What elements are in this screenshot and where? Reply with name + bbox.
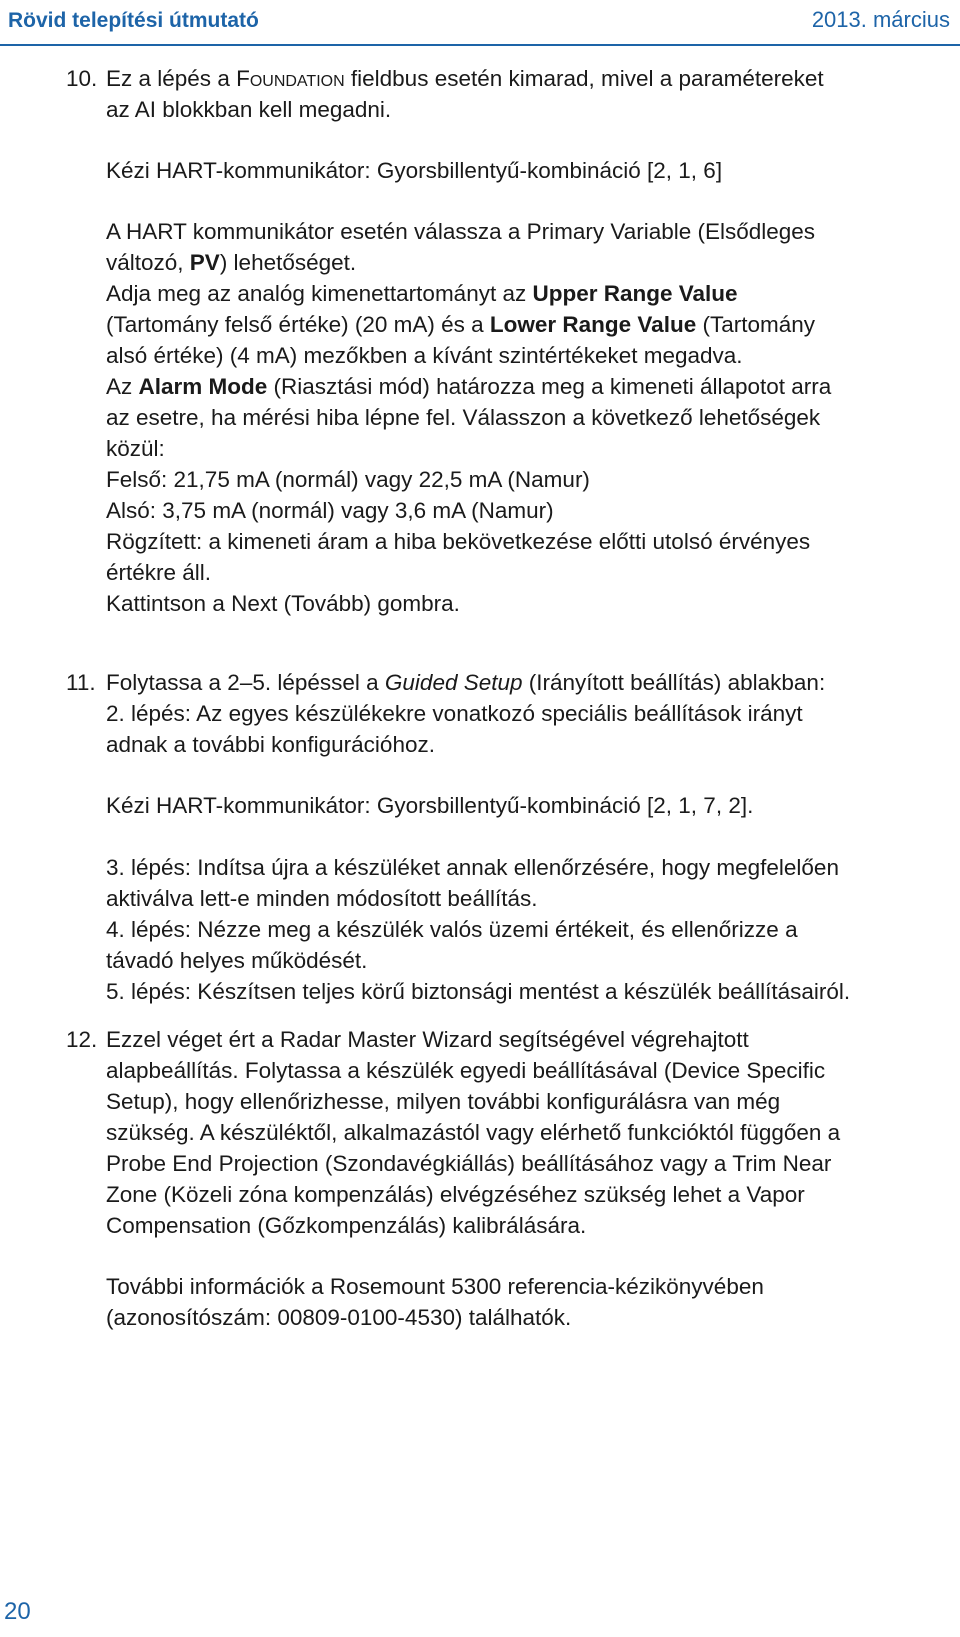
step-11-hart-shortcut: Kézi HART-kommunikátor: Gyorsbillentyű-kombináció [2, 1, 7, 2]. xyxy=(106,793,754,818)
step-10-pv-line-1: A HART kommunikátor esetén válassza a Primary Variable (Elsődleges xyxy=(106,219,816,244)
document-date: 2013. március xyxy=(811,7,950,32)
step-10-option-freeze-line-2: értékre áll. xyxy=(106,560,212,585)
page-number: 20 xyxy=(4,1598,31,1625)
step-10-next-instruction: Kattintson a Next (Tovább) gombra. xyxy=(106,591,460,616)
step-12-line: Probe End Projection (Szondavégkiállás) beállításához vagy a Trim Near xyxy=(106,1151,832,1176)
step-11-line-3: adnak a további konfigurációhoz. xyxy=(106,732,435,757)
document-title: Rövid telepítési útmutató xyxy=(8,9,259,32)
step-10-range-line-1: Adja meg az analóg kimenettartományt az Upper Range Value xyxy=(106,281,738,306)
step-10-number: 10. xyxy=(66,66,98,91)
reference-info-line-2: (azonosítószám: 00809-0100-4530) találhatók. xyxy=(106,1305,572,1330)
step-11-substep-3-line-1: 3. lépés: Indítsa újra a készüléket annak ellenőrzésére, hogy megfelelően xyxy=(106,855,839,880)
step-10-option-freeze-line-1: Rögzített: a kimeneti áram a hiba bekövetkezése előtti utolsó érvényes xyxy=(106,529,811,554)
step-11-substep-4-line-1: 4. lépés: Nézze meg a készülék valós üzemi értékeit, és ellenőrizze a xyxy=(106,917,798,942)
step-10-alarm-line-3: közül: xyxy=(106,436,165,461)
step-12-line: szükség. A készüléktől, alkalmazástól vagy elérhető funkcióktól függően a xyxy=(106,1120,841,1145)
step-12-line: Ezzel véget ért a Radar Master Wizard segítségével végrehajtott xyxy=(106,1027,749,1052)
step-10-alarm-line-1: Az Alarm Mode (Riasztási mód) határozza meg a kimeneti állapotot arra xyxy=(106,374,832,399)
page-header xyxy=(0,0,960,46)
step-10-option-low: Alsó: 3,75 mA (normál) vagy 3,6 mA (Namur) xyxy=(106,498,554,523)
step-10-line-1: Ez a lépés a Foundation fieldbus esetén kimarad, mivel a paramétereket xyxy=(106,66,824,91)
step-11-substep-4-line-2: távadó helyes működését. xyxy=(106,948,368,973)
step-10-line-2: az AI blokkban kell megadni. xyxy=(106,97,392,122)
step-12-line: Compensation (Gőzkompenzálás) kalibrálására. xyxy=(106,1213,587,1238)
step-10-option-high: Felső: 21,75 mA (normál) vagy 22,5 mA (Namur) xyxy=(106,467,590,492)
header-divider xyxy=(0,44,960,46)
step-10-alarm-line-2: az esetre, ha mérési hiba lépne fel. Válasszon a következő lehetőségek xyxy=(106,405,821,430)
step-11-line-2: 2. lépés: Az egyes készülékekre vonatkozó speciális beállítások irányt xyxy=(106,701,803,726)
step-10-hart-shortcut: Kézi HART-kommunikátor: Gyorsbillentyű-kombináció [2, 1, 6] xyxy=(106,158,723,183)
step-12-line: Setup), hogy ellenőrizhesse, milyen további konfigurálásra van még xyxy=(106,1089,781,1114)
step-12-line: alapbeállítás. Folytassa a készülék egyedi beállításával (Device Specific xyxy=(106,1058,826,1083)
step-10-range-line-3: alsó értéke) (4 mA) mezőkben a kívánt szintértékeket megadva. xyxy=(106,343,743,368)
reference-info-line-1: További információk a Rosemount 5300 referencia-kézikönyvében xyxy=(106,1274,764,1299)
step-11-number: 11. xyxy=(66,670,96,695)
step-12-line: Zone (Közeli zóna kompenzálás) elvégzéséhez szükség lehet a Vapor xyxy=(106,1182,805,1207)
step-11-line-1: Folytassa a 2–5. lépéssel a Guided Setup (Irányított beállítás) ablakban: xyxy=(106,670,826,695)
step-10-pv-line-2: változó, PV) lehetőséget. xyxy=(106,250,357,275)
step-11-substep-5-line-1: 5. lépés: Készítsen teljes körű biztonsági mentést a készülék beállításairól. xyxy=(106,979,851,1004)
step-11-substep-3-line-2: aktiválva lett-e minden módosított beállítás. xyxy=(106,886,538,911)
step-12-number: 12. xyxy=(66,1027,98,1052)
step-10-range-line-2: (Tartomány felső értéke) (20 mA) és a Lower Range Value (Tartomány xyxy=(106,312,815,337)
